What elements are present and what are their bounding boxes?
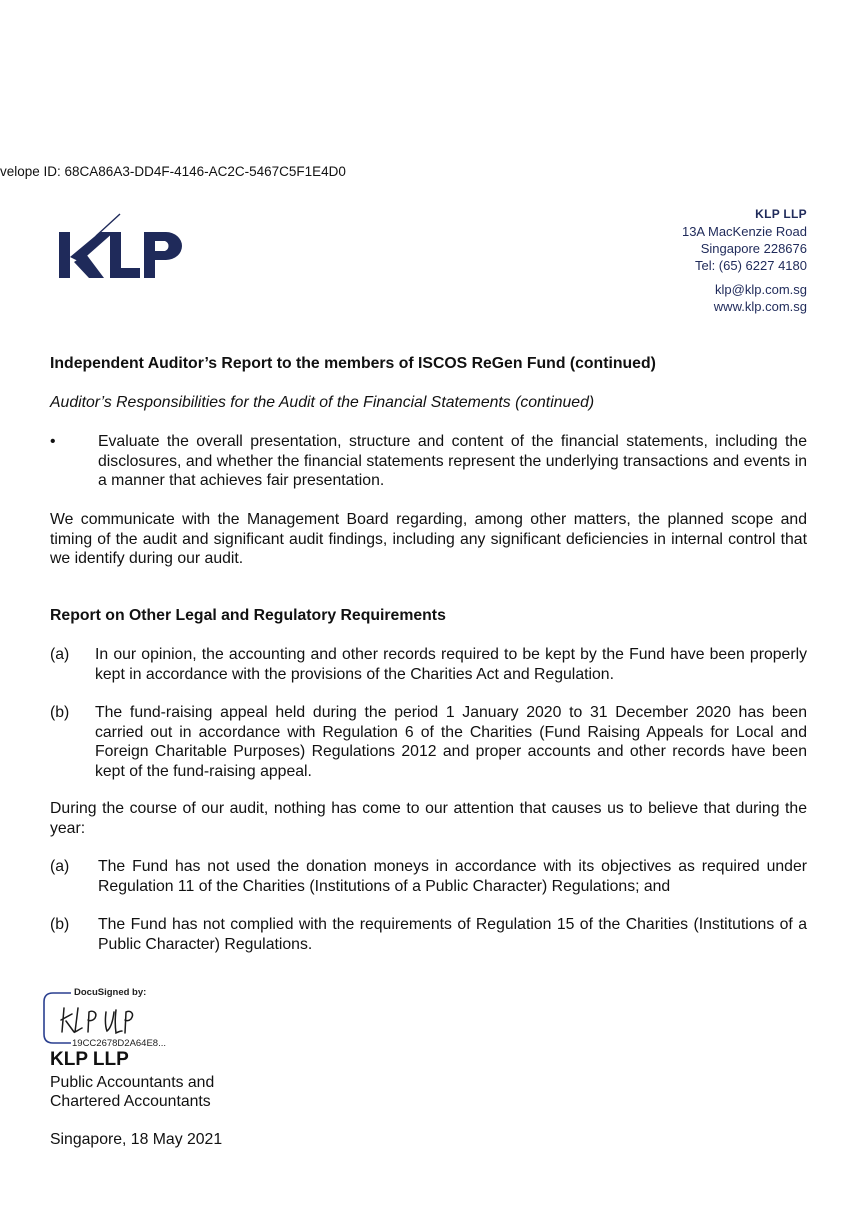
course-item-b: [50, 915, 807, 954]
firm-name: KLP LLP: [755, 207, 807, 221]
legal-heading: Report on Other Legal and Regulatory Requirements: [50, 607, 446, 624]
course-item-b-text: The Fund has not complied with the requirements of Regulation 15 of the Charities (Institutions of a Public Character) Regulations.: [98, 916, 807, 953]
legal-item-b: [50, 703, 807, 781]
firm-website[interactable]: www.klp.com.sg: [713, 299, 807, 314]
logo-k-upper: [70, 232, 114, 262]
docusign-label: DocuSigned by:: [74, 987, 147, 998]
report-title: Independent Auditor’s Report to the members of ISCOS ReGen Fund (continued): [50, 355, 656, 372]
logo-k-stem: [59, 232, 70, 278]
legal-item-b-text: The fund-raising appeal held during the period 1 January 2020 to 31 December 2020 has been carried out in accordance with Regulation 6 of the Charities (Fund Raising Appeals for Local and Foreign Charitable Purposes) Regulations 2012 and proper accounts and other records have been kept of the fund-raising appeal.: [95, 704, 807, 780]
signatory-role-line1: Public Accountants and: [50, 1074, 215, 1091]
course-item-b-marker: (b): [50, 916, 70, 933]
bullet-marker: •: [50, 433, 56, 450]
course-item-a-text: The Fund has not used the donation moneys in accordance with its objectives as required under Regulation 11 of the Charities (Institutions of a Public Character) Regulations; and: [98, 858, 807, 895]
legal-item-b-marker: (b): [50, 704, 70, 721]
bullet-item: [50, 432, 807, 491]
place-and-date: Singapore, 18 May 2021: [50, 1131, 223, 1148]
course-paragraph: During the course of our audit, nothing has come to our attention that causes us to believe that during the year:: [50, 800, 807, 837]
firm-address-line2: Singapore 228676: [700, 241, 807, 256]
course-item-a: [50, 857, 807, 896]
signatory-name: KLP LLP: [50, 1049, 129, 1070]
firm-address-block: [682, 206, 807, 315]
firm-tel: Tel: (65) 6227 4180: [694, 258, 807, 273]
logo-p-stem: [144, 232, 155, 278]
course-item-a-marker: (a): [50, 858, 70, 875]
envelope-id: velope ID: 68CA86A3-DD4F-4146-AC2C-5467C5F1E4D0: [0, 164, 346, 179]
firm-email[interactable]: klp@klp.com.sg: [715, 282, 807, 297]
bullet-text: Evaluate the overall presentation, structure and content of the financial statements, including the disclosures, and whether the financial statements represent the underlying transactions and events in a manner that achieves fair presentation.: [98, 433, 807, 490]
klp-logo: [56, 210, 186, 285]
docusign-hash: 19CC2678D2A64E8...: [72, 1038, 167, 1049]
legal-item-a-marker: (a): [50, 646, 70, 663]
communicate-paragraph: We communicate with the Management Board regarding, among other matters, the planned scope and timing of the audit and significant audit findings, including any significant deficiencies in internal control that we identify during our audit.: [50, 511, 807, 568]
logo-l-foot: [110, 268, 140, 278]
firm-address-line1: 13A MacKenzie Road: [681, 224, 807, 239]
legal-item-a-text: In our opinion, the accounting and other records required to be kept by the Fund have been properly kept in accordance with the provisions of the Charities Act and Regulation.: [95, 646, 807, 683]
klp-logo-graphic: [56, 210, 186, 285]
signatory-role-line2: Chartered Accountants: [50, 1093, 211, 1110]
signature-scribble: [58, 1004, 138, 1038]
section-subtitle: Auditor’s Responsibilities for the Audit of the Financial Statements (continued): [50, 394, 595, 411]
legal-item-a: [50, 645, 807, 684]
